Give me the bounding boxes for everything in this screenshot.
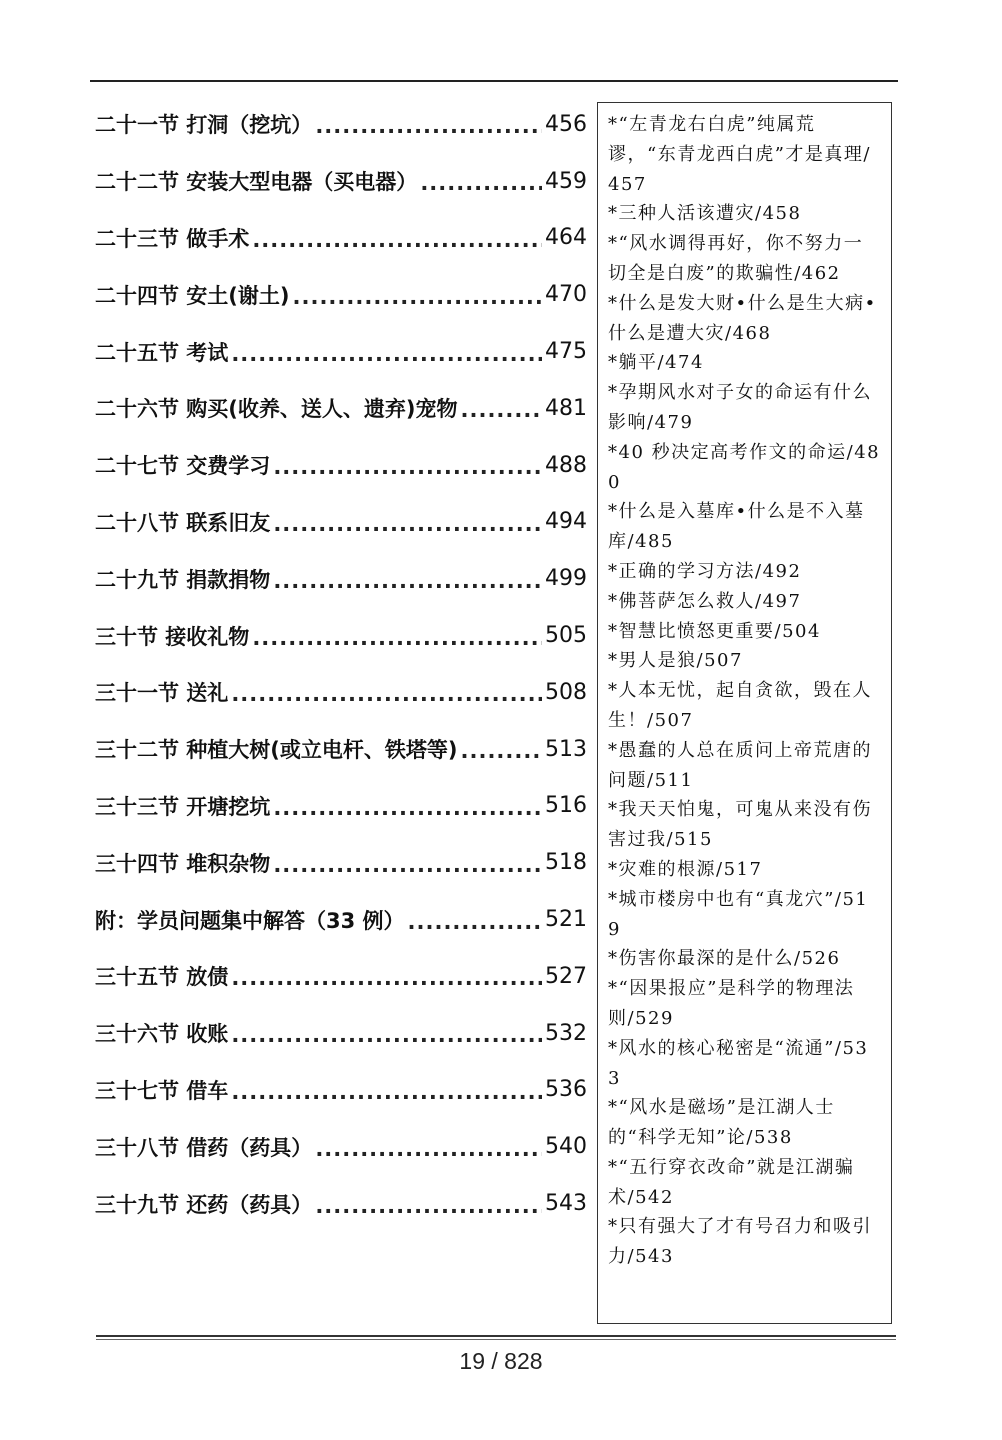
dot-leader [273, 796, 542, 820]
toc-entry[interactable] [95, 664, 587, 721]
dot-leader [315, 1137, 542, 1161]
toc-entry[interactable] [95, 1062, 587, 1119]
dot-leader [461, 739, 542, 763]
toc-entry-page: 464 [545, 225, 587, 251]
bottom-rule-thin [96, 1339, 896, 1340]
dot-leader [231, 1080, 542, 1104]
toc-entry[interactable] [95, 1118, 587, 1175]
toc-entry-title: 二十三节 做手术 [95, 226, 250, 251]
note-item[interactable]: *躺平/474 [608, 352, 704, 374]
toc-entry-page: 527 [545, 963, 587, 989]
toc-entry-page: 540 [545, 1134, 587, 1160]
toc-entry-page: 505 [545, 623, 587, 649]
dot-leader [252, 228, 542, 252]
dot-leader [231, 682, 542, 706]
note-item[interactable]: *正确的学习方法/492 [608, 560, 802, 582]
note-item[interactable]: *“风水是磁场”是江湖人士的“科学无知”论/538 [608, 1097, 835, 1149]
note-item[interactable]: *城市楼房中也有“真龙穴”/519 [608, 888, 869, 940]
note-item[interactable]: *只有强大了才有号召力和吸引力/543 [608, 1216, 872, 1268]
toc-entry-title: 三十节 接收礼物 [95, 624, 250, 649]
toc-entry-title: 二十一节 打洞（挖坑） [95, 113, 313, 138]
toc-entry[interactable] [95, 266, 587, 323]
dot-leader [315, 114, 542, 138]
toc-entry-title: 附：学员问题集中解答（33 例） [95, 908, 405, 933]
toc-entry-page: 459 [545, 168, 587, 194]
toc-entry-title: 三十二节 种植大树(或立电杆、铁塔等) [95, 738, 458, 763]
toc-entry-title: 三十七节 借车 [95, 1078, 229, 1103]
table-of-contents [95, 96, 587, 1232]
note-item[interactable]: *人本无忧，起自贪欲，毁在人生！/507 [608, 680, 872, 731]
toc-entry-title: 三十三节 开塘挖坑 [95, 794, 271, 819]
note-item[interactable]: *40 秒决定高考作文的命运/480 [608, 441, 881, 493]
toc-entry-title: 三十四节 堆积杂物 [95, 851, 271, 876]
toc-entry[interactable] [95, 834, 587, 891]
toc-entry[interactable] [95, 721, 587, 778]
note-item[interactable]: *“五行穿衣改命”就是江湖骗术/542 [608, 1156, 855, 1208]
toc-entry-page: 532 [545, 1020, 587, 1046]
toc-entry[interactable] [95, 1005, 587, 1062]
toc-entry-page: 516 [545, 793, 587, 819]
toc-entry[interactable] [95, 380, 587, 437]
note-item[interactable]: *“因果报应”是科学的物理法则/529 [608, 978, 855, 1029]
note-item[interactable]: *愚蠢的人总在质问上帝荒唐的问题/511 [608, 739, 872, 791]
note-item[interactable]: *什么是发大财•什么是生大病•什么是遭大灾/468 [608, 292, 877, 344]
dot-leader [273, 455, 542, 479]
toc-entry-title: 三十五节 放债 [95, 965, 229, 990]
toc-entry[interactable] [95, 494, 587, 551]
toc-entry-title: 二十五节 考试 [95, 340, 229, 365]
note-item[interactable]: *风水的核心秘密是“流通”/533 [608, 1037, 869, 1089]
toc-entry-title: 三十八节 借药（药具） [95, 1135, 313, 1160]
dot-leader [273, 512, 542, 536]
toc-entry[interactable] [95, 323, 587, 380]
sidebar-notes-box [597, 102, 892, 1324]
dot-leader [293, 285, 542, 309]
note-item[interactable]: *三种人活该遭灾/458 [608, 203, 802, 225]
toc-entry-page: 513 [545, 736, 587, 762]
dot-leader [252, 626, 542, 650]
dot-leader [231, 342, 542, 366]
toc-entry-page: 475 [545, 339, 587, 365]
toc-entry[interactable] [95, 948, 587, 1005]
toc-entry-page: 536 [545, 1077, 587, 1103]
note-item[interactable]: *“风水调得再好，你不努力一切全是白废”的欺骗性/462 [608, 233, 864, 284]
toc-entry-page: 481 [545, 395, 587, 421]
dot-leader [273, 569, 542, 593]
top-rule [90, 80, 898, 82]
dot-leader [231, 1023, 542, 1047]
toc-entry-page: 494 [545, 509, 587, 535]
toc-entry[interactable] [95, 607, 587, 664]
note-item[interactable]: *什么是入墓库•什么是不入墓库/485 [608, 501, 865, 553]
dot-leader [461, 398, 542, 422]
toc-entry-page: 488 [545, 452, 587, 478]
toc-entry[interactable] [95, 1175, 587, 1232]
toc-entry-page: 508 [545, 679, 587, 705]
dot-leader [273, 853, 542, 877]
note-item[interactable]: *伤害你最深的是什么/526 [608, 948, 841, 970]
note-item[interactable]: *智慧比愤怒更重要/504 [608, 620, 821, 642]
note-item[interactable]: *孕期风水对子女的命运有什么影响/479 [608, 382, 872, 433]
toc-entry[interactable] [95, 437, 587, 494]
page-indicator: 19 / 828 [459, 1348, 543, 1374]
toc-entry-title: 二十九节 捐款捐物 [95, 567, 271, 592]
toc-entry[interactable] [95, 210, 587, 267]
note-item[interactable]: *佛菩萨怎么救人/497 [608, 590, 802, 612]
dot-leader [231, 966, 542, 990]
toc-entry[interactable] [95, 550, 587, 607]
toc-entry[interactable] [95, 153, 587, 210]
toc-entry-title: 三十九节 还药（药具） [95, 1192, 313, 1217]
toc-entry-title: 三十一节 送礼 [95, 681, 229, 706]
toc-entry[interactable] [95, 96, 587, 153]
note-item[interactable]: *我天天怕鬼，可鬼从来没有伤害过我/515 [608, 799, 872, 851]
dot-leader [420, 171, 542, 195]
bottom-rule [96, 1335, 896, 1337]
toc-entry-title: 二十八节 联系旧友 [95, 510, 271, 535]
toc-entry-title: 二十七节 交费学习 [95, 454, 271, 479]
toc-entry-page: 518 [545, 850, 587, 876]
toc-entry-title: 二十六节 购买(收养、送人、遗弃)宠物 [95, 397, 458, 422]
note-item[interactable]: *灾难的根源/517 [608, 858, 763, 880]
dot-leader [315, 1194, 542, 1218]
toc-entry-page: 521 [545, 907, 587, 933]
toc-entry-title: 二十二节 安装大型电器（买电器） [95, 170, 418, 195]
toc-entry-title: 二十四节 安土(谢土) [95, 283, 290, 308]
dot-leader [408, 910, 542, 934]
note-item[interactable]: *“左青龙右白虎”纯属荒谬，“东青龙西白虎”才是真理/457 [608, 114, 871, 195]
toc-entry-title: 三十六节 收账 [95, 1022, 229, 1047]
toc-entry-page: 456 [545, 111, 587, 137]
toc-entry[interactable] [95, 778, 587, 835]
note-item[interactable]: *男人是狼/507 [608, 650, 743, 672]
toc-entry[interactable] [95, 891, 587, 948]
toc-entry-page: 543 [545, 1191, 587, 1217]
toc-entry-page: 470 [545, 282, 587, 308]
toc-entry-page: 499 [545, 566, 587, 592]
